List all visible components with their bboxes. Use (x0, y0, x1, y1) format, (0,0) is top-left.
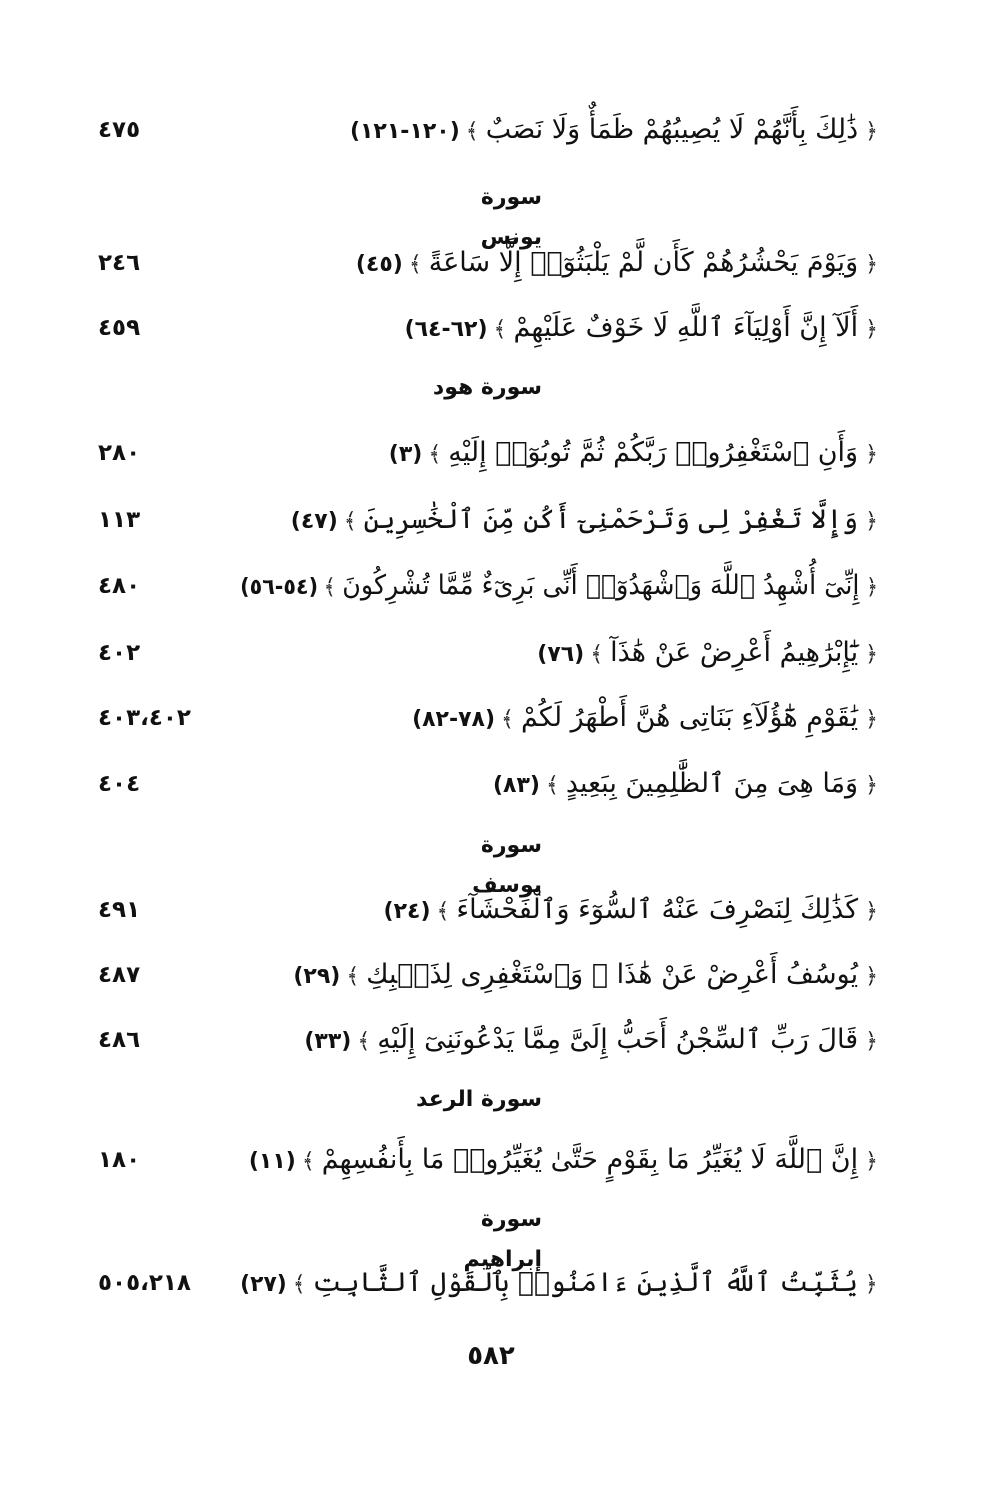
page-reference: ٤٠٤ (98, 771, 141, 797)
surah-heading: سورة يونس (480, 185, 542, 250)
page-reference: ٢٨٠ (98, 440, 141, 466)
verse-reference: (٤٧) (290, 509, 338, 534)
page-reference: ٤٨٦ (98, 1027, 141, 1053)
verse-text: يَٰٓإِبْرَٰهِيمُ أَعْرِضْ عَنْ هَٰذَآ (610, 637, 859, 668)
index-entry (0, 558, 982, 614)
verse-reference: (٢٧) (240, 1272, 288, 1297)
surah-heading: سورة يوسف (472, 833, 542, 898)
ornament-close-icon: ﴾ (343, 509, 364, 534)
page-reference: ٤٨٠ (98, 573, 141, 599)
surah-heading: سورة إبراهيم (463, 1207, 542, 1272)
page-reference: ٤٠٣،٤٠٢ (98, 705, 191, 731)
verse-text: أَلَآ إِنَّ أَوْلِيَآءَ ٱللَّهِ لَا خَوْفٌ عَلَيْهِمْ (513, 312, 859, 343)
verse-text: يُثَبِّتُ ٱللَّهُ ٱلَّذِينَ ءَامَنُوا۟ بِٱلْقَوْلِ ٱلثَّابِتِ (312, 1267, 859, 1298)
ornament-open-icon: ﴿ (858, 899, 878, 924)
ornament-open-icon: ﴿ (859, 575, 878, 600)
verse-text: كَذَٰلِكَ لِنَصْرِفَ عَنْهُ ٱلسُّوٓءَ وَٱلْفَحْشَآءَ (456, 894, 859, 925)
index-entry (0, 1132, 982, 1188)
verse-line (240, 558, 878, 616)
page-reference: ٢٤٦ (98, 250, 141, 276)
verse-text: يُوسُفُ أَعْرِضْ عَنْ هَٰذَا ۚ وَٱسْتَغْفِرِى لِذَنۢبِكِ (366, 959, 859, 990)
ornament-open-icon: ﴿ (858, 773, 878, 798)
verse-reference: (٢٩) (293, 964, 341, 989)
verse-text: إِنَّ ٱللَّهَ لَا يُغَيِّرُ مَا بِقَوْمٍ حَتَّىٰ يُغَيِّرُوا۟ مَا بِأَنفُسِهِمْ (321, 1144, 859, 1175)
verse-text: ذَٰلِكَ بِأَنَّهُمْ لَا يُصِيبُهُمْ ظَمَأٌ وَلَا نَصَبٌ (485, 114, 859, 145)
index-entry (0, 625, 982, 681)
verse-text: إِنِّىٓ أُشْهِدُ ٱللَّهَ وَٱشْهَدُوٓا۟ أَنِّى بَرِىٓءٌ مِّمَّا تُشْرِكُونَ (342, 570, 860, 601)
page-reference: ٤٩١ (98, 897, 141, 923)
verse-reference: (١٢٠-١٢١) (349, 119, 460, 144)
ornament-open-icon: ﴿ (858, 252, 878, 277)
verse-reference: (٢٤) (383, 899, 431, 924)
ornament-open-icon: ﴿ (858, 1029, 878, 1054)
verse-text: وَإِلَّا تَغْفِرْ لِى وَتَرْحَمْنِىٓ أَكُن مِّنَ ٱلْخَٰسِرِينَ (363, 504, 859, 535)
surah-heading: سورة الرعد (416, 1087, 542, 1112)
ornament-close-icon: ﴾ (465, 119, 486, 144)
ornament-close-icon: ﴾ (493, 317, 514, 342)
page-reference: ١٨٠ (98, 1147, 141, 1173)
index-entry (0, 102, 982, 158)
verse-line (405, 300, 878, 358)
page-reference: ٥٠٥،٢١٨ (98, 1270, 191, 1296)
index-entry (0, 756, 982, 812)
verse-reference: (١١) (248, 1149, 296, 1174)
ornament-close-icon: ﴾ (323, 575, 343, 600)
ornament-open-icon: ﴿ (858, 1272, 878, 1297)
verse-reference: (٣) (388, 442, 423, 467)
index-entry (0, 1012, 982, 1068)
page-number: ٥٨٢ (467, 1341, 515, 1371)
verse-text: يَٰقَوْمِ هَٰٓؤُلَآءِ بَنَاتِى هُنَّ أَطْهَرُ لَكُمْ (520, 702, 859, 733)
verse-line (249, 1132, 878, 1190)
index-entry (0, 300, 982, 356)
surah-heading: سورة هود (432, 375, 542, 400)
ornament-open-icon: ﴿ (858, 1149, 878, 1174)
verse-line (291, 492, 878, 550)
verse-text: وَأَنِ ٱسْتَغْفِرُوا۟ رَبَّكُمْ ثُمَّ تُوبُوٓا۟ إِلَيْهِ (448, 437, 859, 468)
ornament-open-icon: ﴿ (858, 442, 878, 467)
verse-reference: (٣٣) (304, 1029, 352, 1054)
verse-text: وَيَوْمَ يَحْشُرُهُمْ كَأَن لَّمْ يَلْبَثُوٓا۟ إِلَّا سَاعَةً (428, 247, 859, 278)
page-reference: ٤٨٧ (98, 962, 141, 988)
verse-text: وَمَا هِىَ مِنَ ٱلظَّٰلِمِينَ بِبَعِيدٍ (565, 768, 859, 799)
verse-line (384, 882, 878, 940)
page-reference: ٤٧٥ (98, 117, 141, 143)
verse-text: قَالَ رَبِّ ٱلسِّجْنُ أَحَبُّ إِلَىَّ مِمَّا يَدْعُونَنِىٓ إِلَيْهِ (377, 1024, 859, 1055)
ornament-open-icon: ﴿ (858, 509, 878, 534)
verse-reference: (٤٥) (355, 252, 403, 277)
ornament-close-icon: ﴾ (357, 1029, 378, 1054)
ornament-open-icon: ﴿ (858, 707, 878, 732)
ornament-open-icon: ﴿ (858, 642, 878, 667)
ornament-close-icon: ﴾ (545, 773, 566, 798)
index-entry (0, 235, 982, 291)
page-reference: ٤٥٩ (98, 315, 141, 341)
ornament-close-icon: ﴾ (590, 642, 611, 667)
verse-line (412, 690, 878, 748)
ornament-close-icon: ﴾ (301, 1149, 322, 1174)
ornament-open-icon: ﴿ (858, 317, 878, 342)
verse-line (304, 1012, 878, 1070)
index-entry (0, 1255, 982, 1311)
index-entry (0, 492, 982, 548)
ornament-close-icon: ﴾ (346, 964, 367, 989)
verse-line (493, 756, 878, 814)
verse-line (293, 947, 878, 1005)
page-reference: ١١٣ (98, 507, 141, 533)
verse-line (240, 1255, 878, 1313)
index-entry (0, 425, 982, 481)
ornament-close-icon: ﴾ (292, 1272, 313, 1297)
verse-reference: (٨٣) (492, 773, 540, 798)
index-entry (0, 882, 982, 938)
verse-line (389, 425, 878, 483)
verse-line (350, 102, 878, 160)
index-entry (0, 947, 982, 1003)
verse-reference: (٧٨-٨٢) (412, 707, 496, 732)
verse-reference: (٥٤-٥٦) (240, 575, 318, 600)
index-entry (0, 690, 982, 746)
page-reference: ٤٠٢ (98, 640, 141, 666)
ornament-open-icon: ﴿ (858, 964, 878, 989)
verse-line (356, 235, 878, 293)
ornament-close-icon: ﴾ (436, 899, 457, 924)
verse-reference: (٦٢-٦٤) (404, 317, 488, 342)
verse-reference: (٧٦) (537, 642, 585, 667)
ornament-open-icon: ﴿ (858, 119, 878, 144)
ornament-close-icon: ﴾ (408, 252, 429, 277)
ornament-close-icon: ﴾ (501, 707, 521, 732)
verse-line (537, 625, 878, 683)
ornament-close-icon: ﴾ (428, 442, 449, 467)
